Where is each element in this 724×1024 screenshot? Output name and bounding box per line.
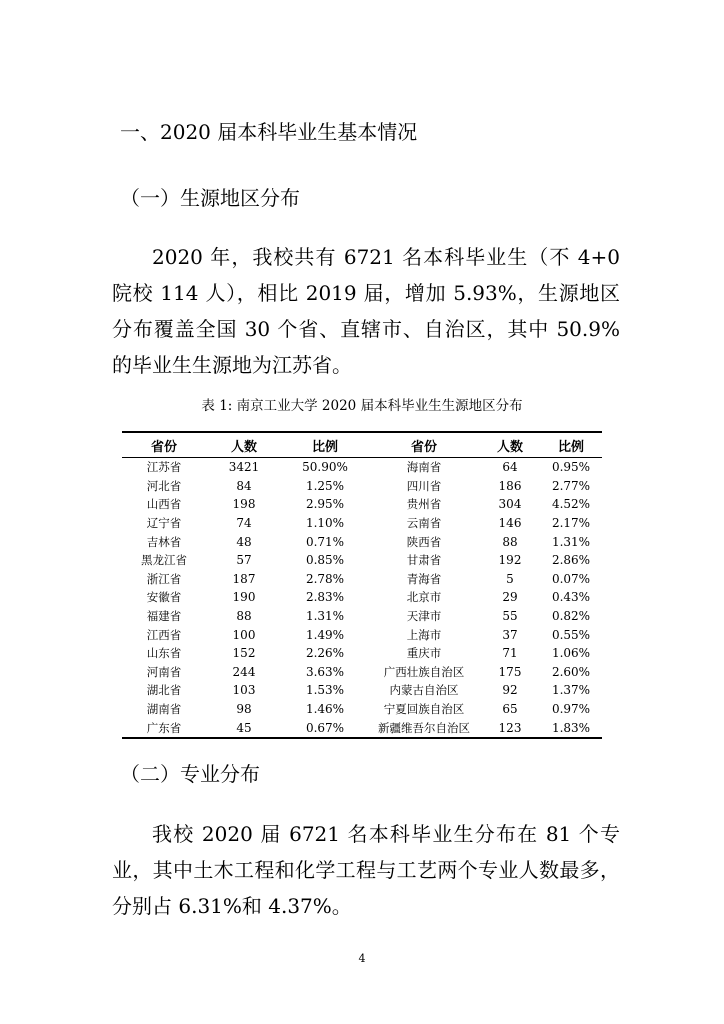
header-count-right: 人数	[496, 439, 523, 455]
cell-province-left: 安徽省	[146, 590, 182, 605]
cell-count-right: 146	[498, 516, 522, 531]
table-row	[122, 625, 602, 644]
cell-ratio-left: 2.83%	[305, 590, 345, 605]
table-row	[122, 514, 602, 533]
cell-ratio-right: 4.52%	[551, 497, 591, 512]
cell-ratio-left: 0.71%	[305, 534, 345, 549]
cell-ratio-right: 2.17%	[551, 516, 591, 531]
table-row	[122, 607, 602, 626]
cell-count-left: 3421	[228, 460, 260, 475]
cell-province-left: 山西省	[146, 497, 182, 512]
table-body	[122, 458, 602, 738]
cell-count-right: 29	[502, 590, 518, 605]
table-row	[122, 532, 602, 551]
cell-ratio-right: 0.43%	[551, 590, 591, 605]
cell-province-left: 江苏省	[146, 460, 182, 475]
cell-count-right: 55	[502, 609, 518, 624]
cell-province-left: 湖南省	[146, 702, 182, 717]
cell-ratio-right: 2.60%	[551, 664, 591, 679]
cell-province-left: 江西省	[146, 627, 182, 642]
table-row	[122, 458, 602, 477]
cell-province-left: 黑龙江省	[141, 553, 187, 568]
cell-count-left: 57	[236, 553, 252, 568]
cell-ratio-right: 2.77%	[551, 478, 591, 493]
header-province-left: 省份	[150, 439, 177, 455]
cell-count-right: 65	[502, 702, 518, 717]
cell-province-right: 上海市	[406, 627, 442, 642]
cell-count-left: 244	[232, 664, 256, 679]
cell-count-right: 186	[498, 478, 522, 493]
cell-province-left: 福建省	[146, 609, 182, 624]
cell-province-left: 浙江省	[146, 571, 182, 586]
cell-ratio-right: 1.37%	[551, 683, 591, 698]
table-row	[122, 644, 602, 663]
page-number: 4	[358, 952, 366, 965]
cell-count-right: 304	[498, 497, 522, 512]
table-row	[122, 663, 602, 682]
table-row	[122, 718, 602, 738]
table-row	[122, 700, 602, 719]
cell-count-right: 71	[502, 646, 518, 661]
paragraph-text: 我校 2020 届 6721 名本科毕业生分布在 81 个专业，其中土木工程和化学工程与工艺两个专业人数最多，分别占 6.31%和 4.37%。	[112, 822, 620, 918]
cell-count-left: 190	[232, 590, 256, 605]
cell-count-left: 187	[232, 571, 256, 586]
cell-ratio-right: 1.06%	[551, 646, 591, 661]
cell-count-left: 98	[236, 702, 252, 717]
cell-ratio-right: 1.31%	[551, 534, 591, 549]
cell-province-right: 贵州省	[406, 497, 442, 512]
cell-ratio-left: 0.67%	[305, 720, 345, 735]
cell-count-left: 100	[232, 627, 256, 642]
table-row	[122, 551, 602, 570]
cell-count-left: 74	[236, 516, 252, 531]
cell-ratio-right: 0.82%	[551, 609, 591, 624]
cell-count-right: 123	[498, 720, 522, 735]
paragraph-origin-summary	[112, 239, 620, 383]
cell-ratio-left: 50.90%	[302, 460, 348, 475]
table-row	[122, 570, 602, 589]
cell-count-right: 5	[506, 571, 514, 586]
header-count-left: 人数	[230, 439, 257, 455]
header-province-right: 省份	[410, 439, 437, 455]
cell-count-right: 175	[498, 664, 522, 679]
cell-province-left: 山东省	[146, 646, 182, 661]
cell-count-left: 152	[232, 646, 256, 661]
cell-ratio-left: 2.26%	[305, 646, 345, 661]
table-row	[122, 681, 602, 700]
cell-count-left: 198	[232, 497, 256, 512]
cell-ratio-left: 1.49%	[305, 627, 345, 642]
paragraph-major-summary	[112, 816, 620, 924]
paragraph-text: 2020 年，我校共有 6721 名本科毕业生（不 4+0 院校 114 人），相比 2019 届，增加 5.93%，生源地区分布覆盖全国 30 个省、直辖市、自治区，其中 50.9%的毕业生生源地为江苏省。	[112, 245, 620, 377]
cell-ratio-right: 1.83%	[551, 720, 591, 735]
cell-count-left: 88	[236, 609, 252, 624]
cell-count-left: 84	[236, 478, 252, 493]
cell-province-left: 吉林省	[146, 534, 182, 549]
cell-province-right: 重庆市	[406, 646, 442, 661]
cell-count-right: 192	[498, 553, 522, 568]
cell-ratio-right: 0.07%	[551, 571, 591, 586]
cell-province-right: 陕西省	[406, 534, 442, 549]
cell-count-right: 64	[502, 460, 518, 475]
cell-count-right: 92	[502, 683, 518, 698]
header-ratio-right: 比例	[557, 439, 584, 455]
subsection-title-origin: （一）生源地区分布	[120, 186, 300, 210]
cell-ratio-left: 3.63%	[305, 664, 345, 679]
header-ratio-left: 比例	[311, 439, 338, 455]
cell-province-left: 辽宁省	[146, 516, 182, 531]
cell-ratio-right: 0.95%	[551, 460, 591, 475]
cell-province-right: 海南省	[406, 460, 442, 475]
cell-ratio-left: 2.78%	[305, 571, 345, 586]
cell-province-right: 宁夏回族自治区	[383, 702, 465, 717]
origin-table-container	[122, 431, 602, 739]
cell-ratio-right: 0.55%	[551, 627, 591, 642]
cell-province-right: 天津市	[406, 609, 442, 624]
cell-ratio-left: 2.95%	[305, 497, 345, 512]
cell-ratio-left: 1.53%	[305, 683, 345, 698]
cell-ratio-left: 1.31%	[305, 609, 345, 624]
cell-province-left: 湖北省	[146, 683, 182, 698]
table-row	[122, 588, 602, 607]
cell-count-left: 48	[236, 534, 252, 549]
cell-province-right: 云南省	[406, 516, 442, 531]
origin-table	[122, 431, 602, 739]
cell-province-right: 新疆维吾尔自治区	[378, 720, 470, 735]
cell-province-right: 甘肃省	[406, 553, 442, 568]
cell-ratio-right: 2.86%	[551, 553, 591, 568]
cell-province-right: 青海省	[406, 571, 442, 586]
cell-ratio-left: 1.10%	[305, 516, 345, 531]
cell-count-left: 103	[232, 683, 256, 698]
cell-ratio-right: 0.97%	[551, 702, 591, 717]
cell-count-right: 37	[502, 627, 518, 642]
table-row	[122, 477, 602, 496]
cell-province-left: 河北省	[146, 478, 182, 493]
cell-ratio-left: 0.85%	[305, 553, 345, 568]
cell-ratio-left: 1.46%	[305, 702, 345, 717]
cell-province-right: 四川省	[406, 478, 442, 493]
cell-province-left: 广东省	[146, 720, 182, 735]
table-header-row	[122, 432, 602, 458]
cell-count-right: 88	[502, 534, 518, 549]
cell-ratio-left: 1.25%	[305, 478, 345, 493]
subsection-title-major: （二）专业分布	[120, 762, 260, 786]
table-caption: 表 1: 南京工业大学 2020 届本科毕业生生源地区分布	[201, 398, 523, 414]
cell-count-left: 45	[236, 720, 252, 735]
table-row	[122, 495, 602, 514]
cell-province-left: 河南省	[146, 664, 182, 679]
cell-province-right: 广西壮族自治区	[383, 664, 465, 679]
cell-province-right: 北京市	[406, 590, 442, 605]
section-title: 一、2020 届本科毕业生基本情况	[120, 120, 418, 144]
cell-province-right: 内蒙古自治区	[389, 683, 459, 698]
